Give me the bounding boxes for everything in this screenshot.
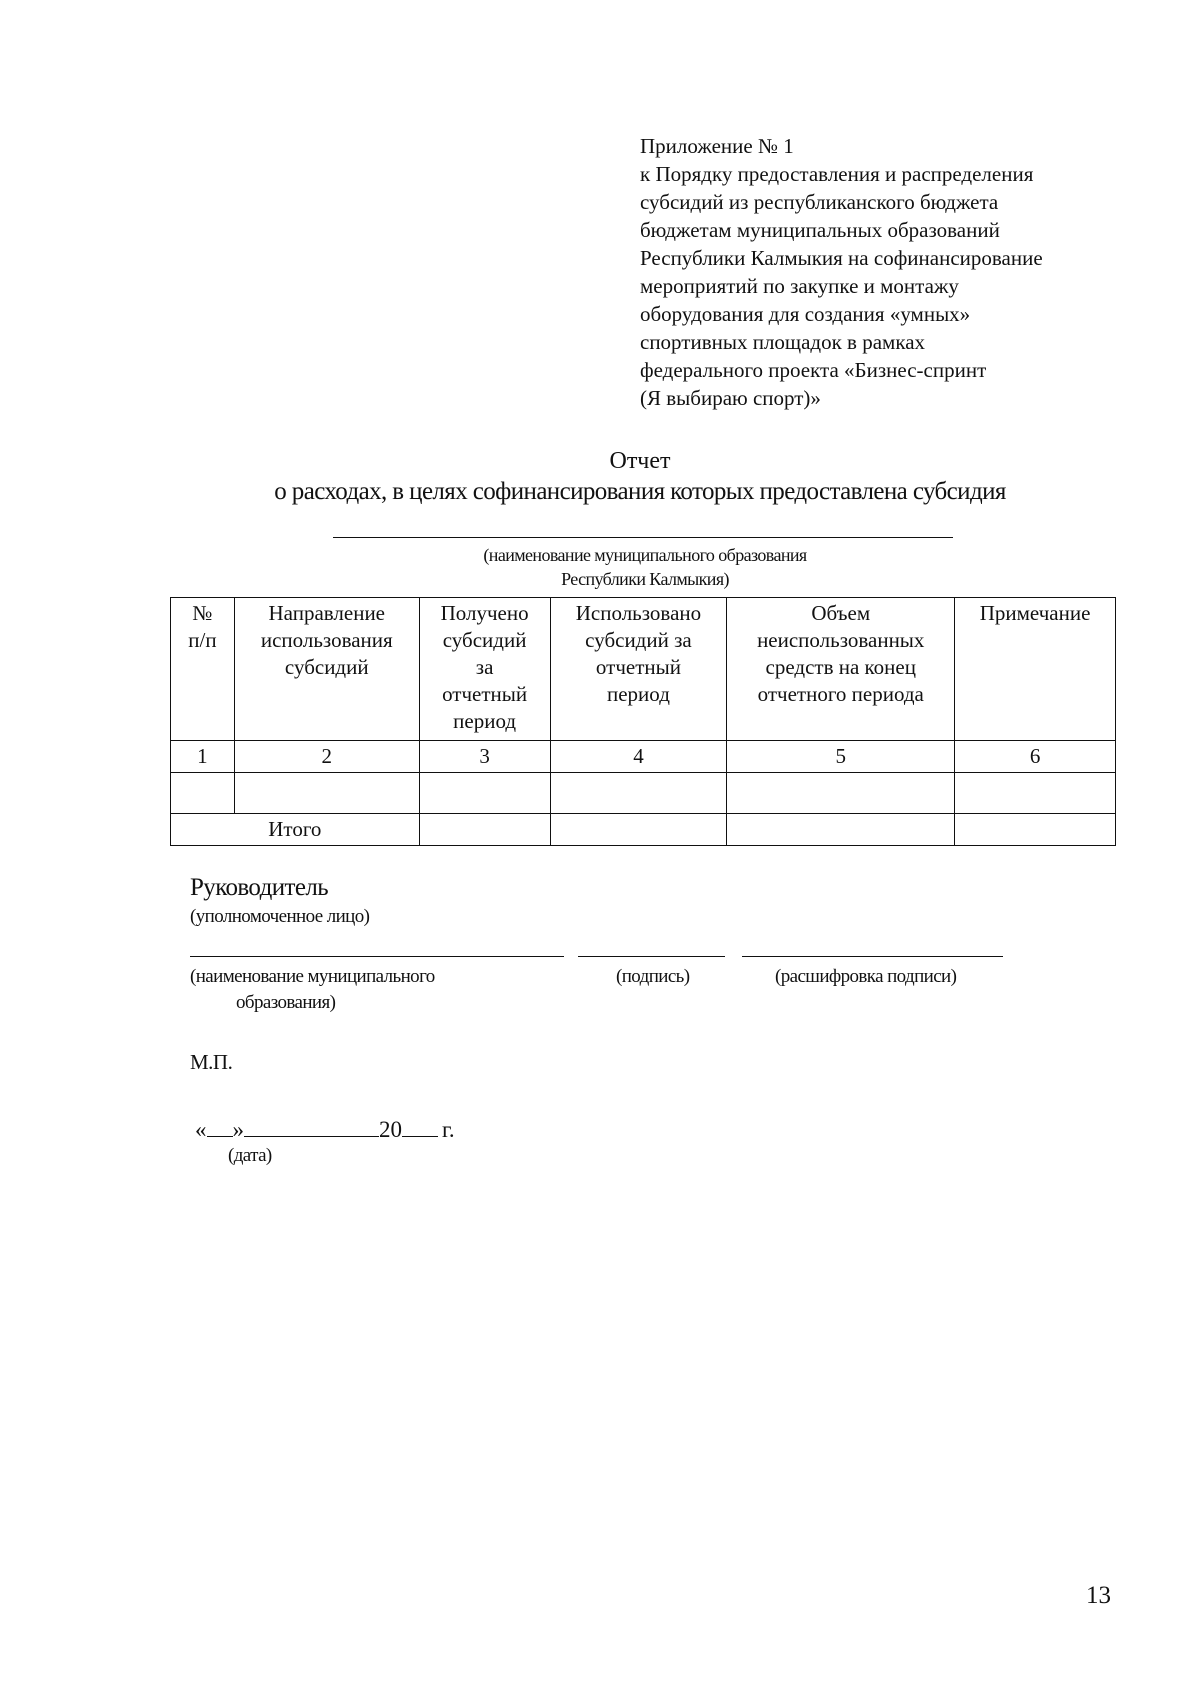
municipality-signature-line <box>190 956 564 957</box>
header-cell-used: Использовано субсидий за отчетный период <box>550 598 727 741</box>
column-number-row <box>171 741 1116 773</box>
municipality-caption <box>380 543 910 591</box>
year-suffix: г. <box>442 1117 455 1142</box>
municipality-caption-line: Республики Калмыкия) <box>561 569 729 589</box>
report-title: Отчет <box>609 448 671 474</box>
appendix-line: мероприятий по закупке и монтажу <box>640 274 959 298</box>
decoding-caption: (расшифровка подписи) <box>775 966 957 987</box>
date-close-quote: » <box>232 1117 244 1142</box>
month-blank <box>244 1114 379 1137</box>
table-cell <box>727 773 955 814</box>
table-cell <box>550 814 727 846</box>
signature-title: Руководитель <box>190 874 328 901</box>
table-cell <box>171 773 235 814</box>
appendix-line: к Порядку предоставления и распределения <box>640 162 1034 186</box>
appendix-line: Приложение № 1 <box>640 134 794 158</box>
table-cell <box>234 773 419 814</box>
appendix-line: субсидий из республиканского бюджета <box>640 190 999 214</box>
appendix-line: федерального проекта «Бизнес-спринт <box>640 358 987 382</box>
column-number: 2 <box>234 741 419 773</box>
municipality-blank-line <box>333 537 953 538</box>
municipality-caption-line: (наименование муниципального образования <box>483 545 807 565</box>
year-prefix: 20 <box>379 1117 402 1142</box>
table-cell <box>955 773 1116 814</box>
total-label: Итого <box>171 814 420 846</box>
report-table <box>170 597 1116 846</box>
header-cell-unused: Объем неиспользованных средств на конец отчетного периода <box>727 598 955 741</box>
header-cell-direction: Направление использования субсидий <box>234 598 419 741</box>
table-cell <box>955 814 1116 846</box>
table-cell <box>550 773 727 814</box>
appendix-line: спортивных площадок в рамках <box>640 330 926 354</box>
signature-line <box>578 956 725 957</box>
column-number: 4 <box>550 741 727 773</box>
caption-line: образования) <box>236 992 336 1013</box>
signature-subtitle: (уполномоченное лицо) <box>190 906 370 927</box>
appendix-line: оборудования для создания «умных» <box>640 302 971 326</box>
column-number: 5 <box>727 741 955 773</box>
table-cell <box>727 814 955 846</box>
report-subtitle: о расходах, в целях софинансирования которых предоставлена субсидия <box>274 478 1006 505</box>
caption-line: (наименование муниципального <box>190 966 435 987</box>
column-number: 1 <box>171 741 235 773</box>
stamp-label: М.П. <box>190 1050 233 1074</box>
date-line <box>195 1114 455 1143</box>
date-open-quote: « <box>195 1117 207 1142</box>
header-cell-number: № п/п <box>171 598 235 741</box>
date-caption: (дата) <box>228 1145 272 1166</box>
municipality-signature-caption <box>190 964 435 1016</box>
column-number: 6 <box>955 741 1116 773</box>
header-cell-received: Получено субсидий за отчетный период <box>419 598 550 741</box>
table-cell <box>419 814 550 846</box>
header-cell-note: Примечание <box>955 598 1116 741</box>
appendix-line: бюджетам муниципальных образований <box>640 218 1000 242</box>
appendix-line: Республики Калмыкия на софинансирование <box>640 246 1043 270</box>
day-blank <box>207 1114 233 1137</box>
column-number: 3 <box>419 741 550 773</box>
table-row <box>171 773 1116 814</box>
appendix-header <box>640 132 1160 412</box>
signature-caption: (подпись) <box>616 966 690 987</box>
table-header-row <box>171 598 1116 741</box>
appendix-line: (Я выбираю спорт)» <box>640 386 821 410</box>
decoding-line <box>742 956 1003 957</box>
page-number: 13 <box>1086 1582 1111 1609</box>
year-blank <box>402 1114 438 1137</box>
total-row <box>171 814 1116 846</box>
table-cell <box>419 773 550 814</box>
